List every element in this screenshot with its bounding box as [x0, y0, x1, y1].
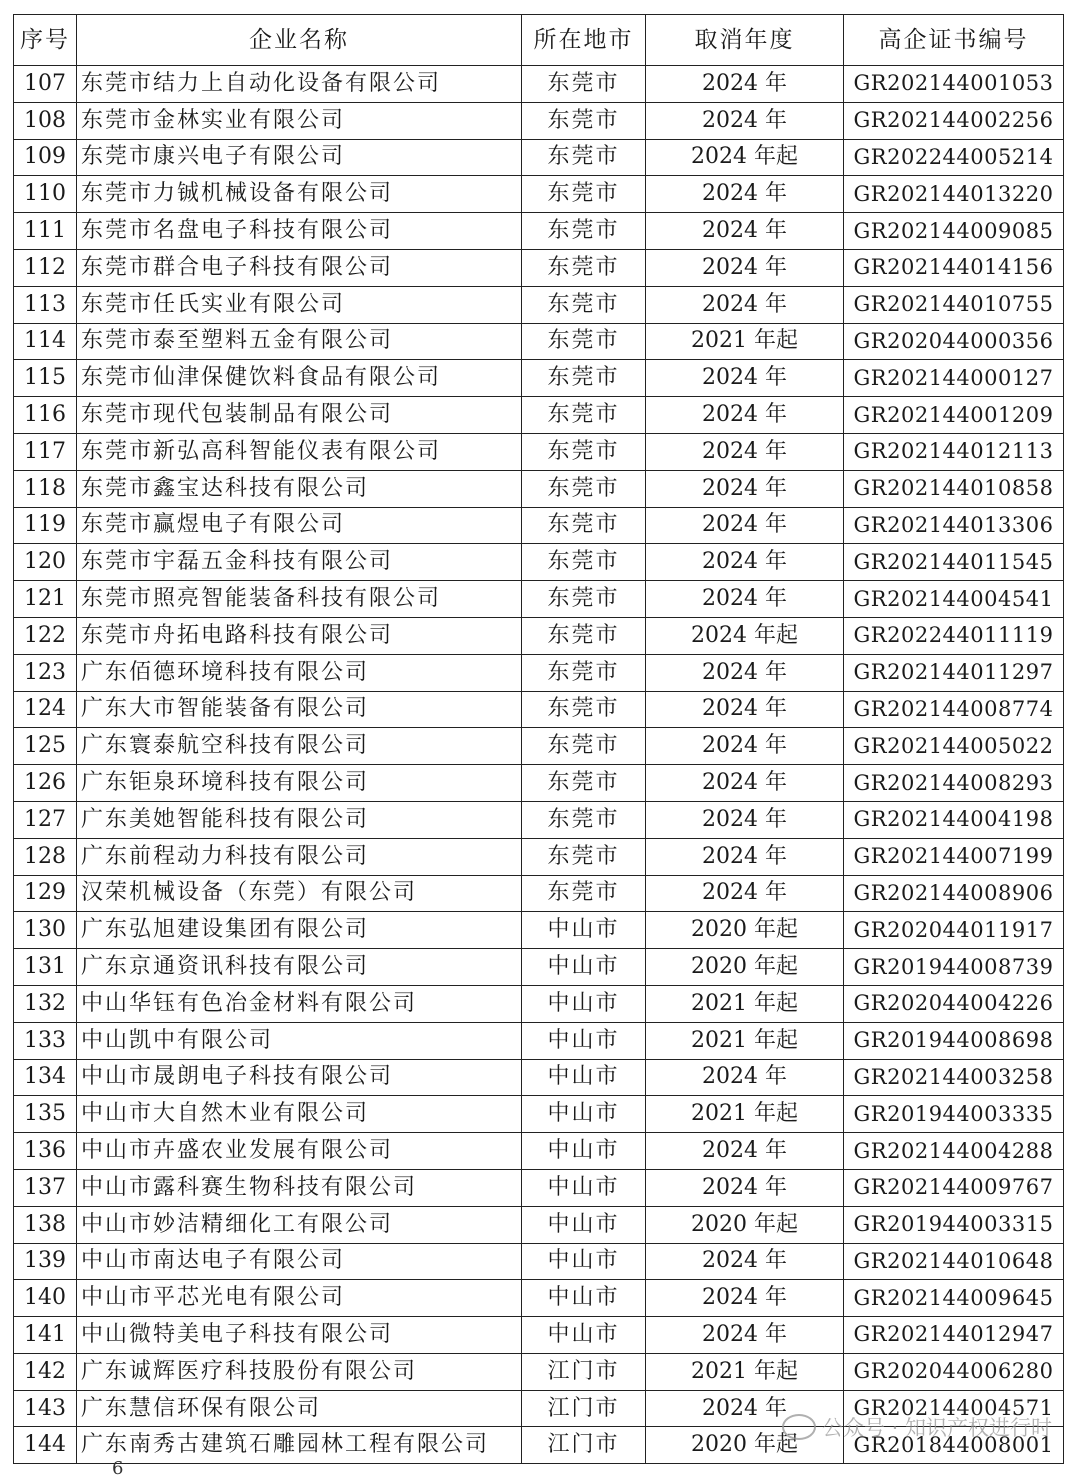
city-cell: 中山市 [522, 1022, 646, 1059]
row-seq-cell: 119 [14, 507, 77, 544]
cert-number-cell: GR202144001209 [844, 397, 1064, 434]
row-seq-cell: 144 [14, 1427, 77, 1464]
company-name-cell: 东莞市群合电子科技有限公司 [77, 249, 522, 286]
row-seq-cell: 115 [14, 360, 77, 397]
cancel-year-cell: 2024 年 [646, 213, 844, 250]
row-seq-cell: 123 [14, 654, 77, 691]
company-name-cell: 中山华钰有色冶金材料有限公司 [77, 985, 522, 1022]
company-name-cell: 中山市卉盛农业发展有限公司 [77, 1133, 522, 1170]
row-seq-cell: 111 [14, 213, 77, 250]
table-body [14, 66, 1064, 1464]
city-cell: 中山市 [522, 1280, 646, 1317]
row-seq-cell: 137 [14, 1169, 77, 1206]
cert-number-cell: GR202144009645 [844, 1280, 1064, 1317]
table-row [14, 765, 1064, 802]
cert-number-cell: GR202144014156 [844, 249, 1064, 286]
city-cell: 东莞市 [522, 544, 646, 581]
city-cell: 东莞市 [522, 176, 646, 213]
table-row [14, 176, 1064, 213]
cancel-year-cell: 2024 年 [646, 544, 844, 581]
city-cell: 东莞市 [522, 838, 646, 875]
cert-number-cell: GR202144013220 [844, 176, 1064, 213]
city-cell: 东莞市 [522, 728, 646, 765]
table-row [14, 1317, 1064, 1354]
row-seq-cell: 117 [14, 433, 77, 470]
cert-number-cell: GR202144005022 [844, 728, 1064, 765]
cancel-year-cell: 2021 年起 [646, 1096, 844, 1133]
cert-number-cell: GR202144011545 [844, 544, 1064, 581]
cert-number-cell: GR201944003335 [844, 1096, 1064, 1133]
company-name-cell: 东莞市新弘高科智能仪表有限公司 [77, 433, 522, 470]
company-name-cell: 东莞市任氏实业有限公司 [77, 286, 522, 323]
city-cell: 东莞市 [522, 323, 646, 360]
cancel-year-cell: 2021 年起 [646, 1022, 844, 1059]
table-row [14, 985, 1064, 1022]
table-row [14, 728, 1064, 765]
city-cell: 中山市 [522, 1317, 646, 1354]
company-name-cell: 汉荣机械设备（东莞）有限公司 [77, 875, 522, 912]
row-seq-cell: 133 [14, 1022, 77, 1059]
city-cell: 东莞市 [522, 470, 646, 507]
cert-number-cell: GR202144009085 [844, 213, 1064, 250]
company-name-cell: 东莞市鑫宝达科技有限公司 [77, 470, 522, 507]
cancel-year-cell: 2024 年 [646, 728, 844, 765]
row-seq-cell: 110 [14, 176, 77, 213]
city-cell: 东莞市 [522, 801, 646, 838]
company-name-cell: 中山微特美电子科技有限公司 [77, 1317, 522, 1354]
row-seq-cell: 132 [14, 985, 77, 1022]
company-name-cell: 中山市南达电子有限公司 [77, 1243, 522, 1280]
cert-number-cell: GR201944003315 [844, 1206, 1064, 1243]
cert-number-cell: GR202044004226 [844, 985, 1064, 1022]
cert-number-cell: GR202044011917 [844, 912, 1064, 949]
table-row [14, 1353, 1064, 1390]
cert-number-cell: GR202144008774 [844, 691, 1064, 728]
cancel-year-cell: 2024 年 [646, 1390, 844, 1427]
cert-number-cell: GR202144001053 [844, 66, 1064, 103]
row-seq-cell: 142 [14, 1353, 77, 1390]
city-cell: 东莞市 [522, 691, 646, 728]
table-row [14, 139, 1064, 176]
city-cell: 东莞市 [522, 249, 646, 286]
cancel-year-cell: 2021 年起 [646, 1353, 844, 1390]
cancel-year-cell: 2024 年 [646, 102, 844, 139]
company-name-cell: 中山市大自然木业有限公司 [77, 1096, 522, 1133]
row-seq-cell: 121 [14, 581, 77, 618]
cancel-year-cell: 2021 年起 [646, 985, 844, 1022]
company-name-cell: 广东南秀古建筑石雕园林工程有限公司 [77, 1427, 522, 1464]
company-name-cell: 中山市妙洁精细化工有限公司 [77, 1206, 522, 1243]
cancel-year-cell: 2024 年 [646, 470, 844, 507]
city-cell: 东莞市 [522, 654, 646, 691]
row-seq-cell: 141 [14, 1317, 77, 1354]
cert-number-cell: GR202144004198 [844, 801, 1064, 838]
header-company-name: 企业名称 [77, 15, 522, 66]
cancel-year-cell: 2024 年 [646, 875, 844, 912]
cancel-year-cell: 2024 年 [646, 66, 844, 103]
cert-number-cell: GR201944008739 [844, 949, 1064, 986]
company-name-cell: 东莞市照亮智能装备科技有限公司 [77, 581, 522, 618]
cancel-year-cell: 2024 年 [646, 765, 844, 802]
cancel-year-cell: 2024 年 [646, 1243, 844, 1280]
table-row [14, 1022, 1064, 1059]
row-seq-cell: 136 [14, 1133, 77, 1170]
cancel-year-cell: 2020 年起 [646, 1427, 844, 1464]
company-name-cell: 广东寰泰航空科技有限公司 [77, 728, 522, 765]
city-cell: 江门市 [522, 1390, 646, 1427]
cert-number-cell: GR202144010648 [844, 1243, 1064, 1280]
cancel-year-cell: 2024 年 [646, 1280, 844, 1317]
cancel-year-cell: 2024 年 [646, 1169, 844, 1206]
cancel-year-cell: 2024 年 [646, 249, 844, 286]
table-row [14, 360, 1064, 397]
city-cell: 中山市 [522, 1169, 646, 1206]
company-name-cell: 广东钜泉环境科技有限公司 [77, 765, 522, 802]
company-name-cell: 东莞市宇磊五金科技有限公司 [77, 544, 522, 581]
table-row [14, 617, 1064, 654]
watermark [782, 1412, 1052, 1442]
table-row [14, 691, 1064, 728]
company-name-cell: 东莞市金林实业有限公司 [77, 102, 522, 139]
table-row [14, 1133, 1064, 1170]
company-name-cell: 东莞市力铖机械设备有限公司 [77, 176, 522, 213]
row-seq-cell: 107 [14, 66, 77, 103]
table-row [14, 581, 1064, 618]
city-cell: 东莞市 [522, 617, 646, 654]
table-row [14, 323, 1064, 360]
table-row [14, 1206, 1064, 1243]
row-seq-cell: 124 [14, 691, 77, 728]
cancel-year-cell: 2024 年起 [646, 617, 844, 654]
company-name-cell: 广东前程动力科技有限公司 [77, 838, 522, 875]
row-seq-cell: 114 [14, 323, 77, 360]
cancel-year-cell: 2024 年 [646, 433, 844, 470]
company-name-cell: 广东慧信环保有限公司 [77, 1390, 522, 1427]
city-cell: 东莞市 [522, 875, 646, 912]
cancel-year-cell: 2024 年 [646, 654, 844, 691]
table-row [14, 470, 1064, 507]
city-cell: 江门市 [522, 1353, 646, 1390]
row-seq-cell: 131 [14, 949, 77, 986]
city-cell: 东莞市 [522, 102, 646, 139]
cancel-year-cell: 2024 年 [646, 176, 844, 213]
table-row [14, 66, 1064, 103]
row-seq-cell: 112 [14, 249, 77, 286]
city-cell: 东莞市 [522, 765, 646, 802]
header-cancel-year: 取消年度 [646, 15, 844, 66]
cert-number-cell: GR202144004288 [844, 1133, 1064, 1170]
cert-number-cell: GR202044006280 [844, 1353, 1064, 1390]
cancel-year-cell: 2024 年 [646, 581, 844, 618]
row-seq-cell: 109 [14, 139, 77, 176]
table-row [14, 838, 1064, 875]
row-seq-cell: 122 [14, 617, 77, 654]
company-name-cell: 东莞市现代包装制品有限公司 [77, 397, 522, 434]
company-name-cell: 广东美她智能科技有限公司 [77, 801, 522, 838]
header-city: 所在地市 [522, 15, 646, 66]
company-name-cell: 东莞市名盘电子科技有限公司 [77, 213, 522, 250]
cert-number-cell: GR202144003258 [844, 1059, 1064, 1096]
city-cell: 中山市 [522, 1206, 646, 1243]
table-row [14, 397, 1064, 434]
table-row [14, 507, 1064, 544]
wechat-icon [782, 1414, 816, 1440]
row-seq-cell: 118 [14, 470, 77, 507]
company-name-cell: 广东弘旭建设集团有限公司 [77, 912, 522, 949]
city-cell: 东莞市 [522, 507, 646, 544]
company-name-cell: 东莞市康兴电子有限公司 [77, 139, 522, 176]
cert-number-cell: GR202144012947 [844, 1317, 1064, 1354]
cert-number-cell: GR201944008698 [844, 1022, 1064, 1059]
cancel-year-cell: 2024 年 [646, 801, 844, 838]
cancel-year-cell: 2024 年 [646, 360, 844, 397]
cancel-year-cell: 2021 年起 [646, 323, 844, 360]
row-seq-cell: 140 [14, 1280, 77, 1317]
company-name-cell: 东莞市泰至塑料五金有限公司 [77, 323, 522, 360]
city-cell: 中山市 [522, 985, 646, 1022]
cancel-year-cell: 2024 年 [646, 1317, 844, 1354]
cancel-year-cell: 2024 年 [646, 1133, 844, 1170]
cert-number-cell: GR202144002256 [844, 102, 1064, 139]
row-seq-cell: 126 [14, 765, 77, 802]
city-cell: 中山市 [522, 1096, 646, 1133]
row-seq-cell: 139 [14, 1243, 77, 1280]
cancel-year-cell: 2020 年起 [646, 912, 844, 949]
cert-number-cell: GR202144010755 [844, 286, 1064, 323]
city-cell: 东莞市 [522, 581, 646, 618]
row-seq-cell: 143 [14, 1390, 77, 1427]
row-seq-cell: 127 [14, 801, 77, 838]
company-name-cell: 中山凯中有限公司 [77, 1022, 522, 1059]
table-row [14, 544, 1064, 581]
cert-number-cell: GR202144000127 [844, 360, 1064, 397]
cert-number-cell: GR202144004541 [844, 581, 1064, 618]
city-cell: 东莞市 [522, 139, 646, 176]
company-name-cell: 广东佰德环境科技有限公司 [77, 654, 522, 691]
cert-number-cell: GR202144013306 [844, 507, 1064, 544]
cert-number-cell: GR202044000356 [844, 323, 1064, 360]
company-name-cell: 东莞市仙津保健饮料食品有限公司 [77, 360, 522, 397]
city-cell: 江门市 [522, 1427, 646, 1464]
cancel-year-cell: 2020 年起 [646, 1206, 844, 1243]
city-cell: 中山市 [522, 949, 646, 986]
company-name-cell: 东莞市舟拓电路科技有限公司 [77, 617, 522, 654]
cert-number-cell: GR202144008293 [844, 765, 1064, 802]
city-cell: 东莞市 [522, 397, 646, 434]
cancelled-enterprise-table [13, 14, 1064, 1464]
row-seq-cell: 135 [14, 1096, 77, 1133]
cert-number-cell: GR202144008906 [844, 875, 1064, 912]
table-row [14, 1169, 1064, 1206]
table-row [14, 1059, 1064, 1096]
document-table-container [13, 14, 1064, 1464]
city-cell: 东莞市 [522, 286, 646, 323]
cancel-year-cell: 2024 年起 [646, 139, 844, 176]
cancel-year-cell: 2024 年 [646, 838, 844, 875]
city-cell: 中山市 [522, 1059, 646, 1096]
cert-number-cell: GR202244005214 [844, 139, 1064, 176]
table-row [14, 1280, 1064, 1317]
row-seq-cell: 128 [14, 838, 77, 875]
cert-number-cell: GR202144007199 [844, 838, 1064, 875]
watermark-text: 公众号 · 知识产权进行时 [821, 1416, 1052, 1440]
cert-number-cell: GR202144010858 [844, 470, 1064, 507]
table-row [14, 1096, 1064, 1133]
table-row [14, 249, 1064, 286]
cert-number-cell: GR202144009767 [844, 1169, 1064, 1206]
row-seq-cell: 125 [14, 728, 77, 765]
cert-number-cell: GR202144012113 [844, 433, 1064, 470]
cancel-year-cell: 2024 年 [646, 286, 844, 323]
row-seq-cell: 108 [14, 102, 77, 139]
row-seq-cell: 129 [14, 875, 77, 912]
table-row [14, 875, 1064, 912]
cancel-year-cell: 2024 年 [646, 397, 844, 434]
table-row [14, 1243, 1064, 1280]
table-row [14, 654, 1064, 691]
table-header-row [14, 15, 1064, 66]
row-seq-cell: 138 [14, 1206, 77, 1243]
cert-number-cell: GR202144004571 [844, 1390, 1064, 1427]
page-number: 6 [112, 1458, 124, 1479]
row-seq-cell: 113 [14, 286, 77, 323]
city-cell: 东莞市 [522, 433, 646, 470]
table-row [14, 286, 1064, 323]
table-row [14, 912, 1064, 949]
company-name-cell: 广东大市智能装备有限公司 [77, 691, 522, 728]
cancel-year-cell: 2024 年 [646, 1059, 844, 1096]
row-seq-cell: 130 [14, 912, 77, 949]
city-cell: 东莞市 [522, 66, 646, 103]
header-seq: 序号 [14, 15, 77, 66]
cert-number-cell: GR202244011119 [844, 617, 1064, 654]
company-name-cell: 广东京通资讯科技有限公司 [77, 949, 522, 986]
cancel-year-cell: 2024 年 [646, 691, 844, 728]
row-seq-cell: 120 [14, 544, 77, 581]
table-row [14, 801, 1064, 838]
company-name-cell: 广东诚辉医疗科技股份有限公司 [77, 1353, 522, 1390]
row-seq-cell: 134 [14, 1059, 77, 1096]
table-row [14, 433, 1064, 470]
company-name-cell: 东莞市赢煜电子有限公司 [77, 507, 522, 544]
cert-number-cell: GR201844008001 [844, 1427, 1064, 1464]
city-cell: 中山市 [522, 912, 646, 949]
city-cell: 中山市 [522, 1243, 646, 1280]
row-seq-cell: 116 [14, 397, 77, 434]
city-cell: 东莞市 [522, 360, 646, 397]
cancel-year-cell: 2020 年起 [646, 949, 844, 986]
cancel-year-cell: 2024 年 [646, 507, 844, 544]
table-row [14, 949, 1064, 986]
table-row [14, 102, 1064, 139]
company-name-cell: 中山市露科赛生物科技有限公司 [77, 1169, 522, 1206]
city-cell: 东莞市 [522, 213, 646, 250]
header-cert-number: 高企证书编号 [844, 15, 1064, 66]
city-cell: 中山市 [522, 1133, 646, 1170]
company-name-cell: 中山市晟朗电子科技有限公司 [77, 1059, 522, 1096]
company-name-cell: 东莞市结力上自动化设备有限公司 [77, 66, 522, 103]
company-name-cell: 中山市平芯光电有限公司 [77, 1280, 522, 1317]
table-row [14, 213, 1064, 250]
cert-number-cell: GR202144011297 [844, 654, 1064, 691]
